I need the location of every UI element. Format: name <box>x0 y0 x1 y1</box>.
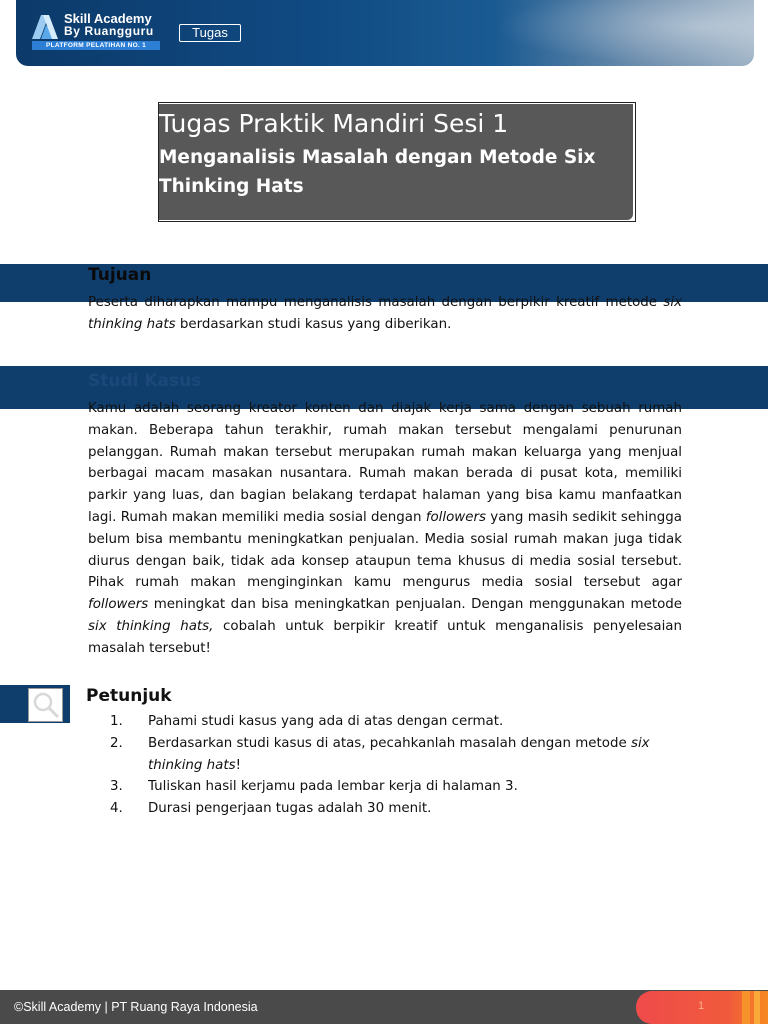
header-banner <box>16 0 754 66</box>
step-text: Berdasarkan studi kasus di atas, pecahkanlah masalah dengan metode six thinking hats! <box>148 735 650 773</box>
list-item <box>110 733 682 777</box>
tujuan-paragraph: Peserta diharapkan mampu menganalisis masalah dengan berpikir kreatif metode six thinking hats berdasarkan studi kasus yang diberikan. <box>88 295 682 332</box>
list-item <box>110 711 682 733</box>
tugas-label: Tugas <box>179 24 241 42</box>
step-text: Tuliskan hasil kerjamu pada lembar kerja di halaman 3. <box>148 779 518 795</box>
document-title: Tugas Praktik Mandiri Sesi 1 <box>159 109 509 138</box>
step-text: Durasi pengerjaan tugas adalah 30 menit. <box>148 801 432 817</box>
brand-byline: By Ruangguru <box>64 24 154 38</box>
document-subtitle: Menganalisis Masalah dengan Metode Six Thinking Hats <box>159 147 596 197</box>
footer-stripe <box>754 991 760 1024</box>
brand-name: Skill Academy <box>64 11 152 26</box>
petunjuk-list <box>110 711 682 820</box>
page-number: 1 <box>698 1000 705 1012</box>
studi-kasus-paragraph: Kamu adalah seorang kreator konten dan diajak kerja sama dengan sebuah rumah makan. Beberapa tahun terakhir, rumah makan tersebut mengalami penurunan pelanggan. Rumah makan tersebut merupakan rumah makan keluarga yang menjual berbagai macam masakan nusantara. Rumah makan berada di pusat kota, memiliki parkir yang luas, dan bagian belakang terdapat halaman yang bisa kamu manfaatkan lagi. Rumah makan memiliki media sosial dengan followers yang masih sedikit sehingga belum bisa membantu meningkatkan penjualan. Media sosial rumah makan juga tidak diurus dengan baik, tidak ada konsep ataupun tema khusus di media sosial tersebut. Pihak rumah makan menginginkan kamu mengurus media sosial tersebut agar followers meningkat dan bisa meningkatkan penjualan. Dengan menggunakan metode six thinking hats, cobalah untuk berpikir kreatif untuk menganalisis penyelesaian masalah tersebut! <box>88 401 683 656</box>
skill-academy-logo-icon <box>32 15 58 39</box>
step-number: 4. <box>110 801 123 817</box>
tujuan-heading: Tujuan <box>88 265 152 285</box>
footer-stripe <box>742 991 750 1024</box>
step-number: 2. <box>110 735 123 751</box>
header-glare <box>494 0 754 66</box>
studi-kasus-heading: Studi Kasus <box>88 371 202 391</box>
list-item <box>110 798 682 820</box>
step-number: 3. <box>110 779 123 795</box>
step-text: Pahami studi kasus yang ada di atas dengan cermat. <box>148 714 504 729</box>
petunjuk-heading: Petunjuk <box>86 686 172 706</box>
list-item <box>110 776 682 798</box>
footer-copyright: ©Skill Academy | PT Ruang Raya Indonesia <box>14 1000 258 1014</box>
brand-tagline: PLATFORM PELATIHAN NO. 1 <box>32 41 160 50</box>
step-number: 1. <box>110 714 123 729</box>
magnifier-icon <box>30 690 62 720</box>
